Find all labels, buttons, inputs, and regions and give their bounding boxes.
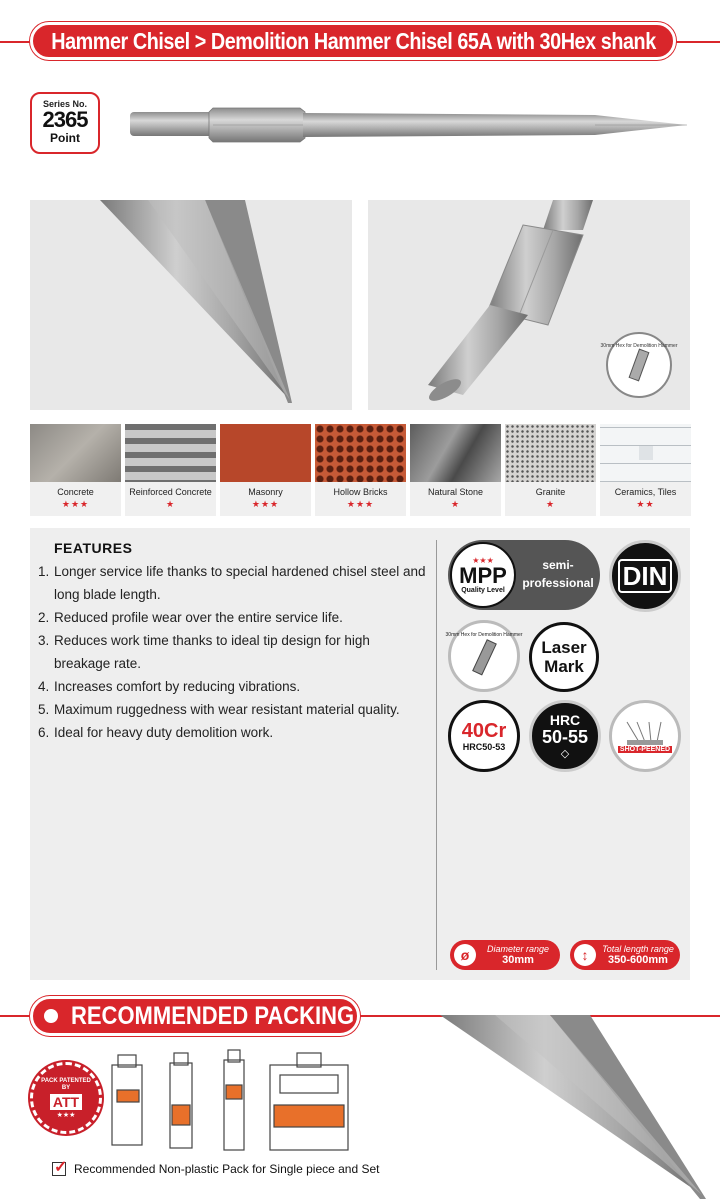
material-grade: 40Cr bbox=[461, 720, 507, 742]
hrc-value: 50-55 bbox=[541, 726, 589, 747]
material-label: Natural Stone bbox=[427, 487, 484, 497]
material-label: Reinforced Concrete bbox=[129, 487, 212, 497]
series-type: Point bbox=[50, 131, 80, 145]
grade-label: semi-professional bbox=[522, 558, 594, 590]
material-rating: ★★★ bbox=[251, 499, 280, 509]
material-reinforced-concrete bbox=[125, 424, 216, 516]
series-label: Series No. bbox=[42, 99, 88, 109]
material-natural-stone bbox=[410, 424, 501, 516]
material-label: Concrete bbox=[57, 487, 94, 497]
hex-shank-icon bbox=[600, 340, 678, 390]
patent-seal-text: PACK PATENTED BY bbox=[41, 1077, 91, 1091]
material-label: Hollow Bricks bbox=[333, 487, 388, 497]
reinforced-concrete-swatch bbox=[125, 424, 216, 482]
packing-bullet bbox=[44, 1009, 58, 1023]
length-range-pill: ↕ Total length range 350-600mm bbox=[570, 940, 680, 970]
material-label: Granite bbox=[535, 487, 566, 497]
page-title: Hammer Chisel > Demolition Hammer Chisel 65A with 30Hex shank bbox=[50, 27, 656, 54]
material-grade-badge bbox=[448, 700, 520, 772]
din-label: DIN bbox=[618, 559, 672, 593]
feature-item: 6. Ideal for heavy duty demolition work. bbox=[38, 725, 274, 740]
packing-banner bbox=[30, 996, 360, 1036]
shank-closeup-panel bbox=[368, 200, 690, 410]
features-list bbox=[38, 560, 428, 744]
din-badge bbox=[609, 540, 681, 612]
material-label: Ceramics, Tiles bbox=[614, 487, 677, 497]
material-label: Masonry bbox=[248, 487, 283, 497]
diameter-range-pill: ø Diameter range 30mm bbox=[450, 940, 560, 970]
feature-item: 1. Longer service life thanks to special hardened chisel steel and long blade length. bbox=[38, 564, 426, 602]
material-hardness: HRC50-53 bbox=[462, 742, 506, 752]
material-ceramics-tiles bbox=[600, 424, 691, 516]
diameter-icon: ø bbox=[454, 944, 476, 966]
hex-badge-text: 30mm Hex for Demolition Hammer bbox=[600, 343, 678, 349]
hex-bit-icon bbox=[445, 626, 523, 686]
checkbox-icon bbox=[52, 1162, 66, 1176]
material-rating: ★ bbox=[450, 499, 461, 509]
tip-closeup-panel bbox=[30, 200, 352, 410]
seal-stars-icon: ★★★ bbox=[56, 1111, 76, 1119]
length-icon: ↕ bbox=[574, 944, 596, 966]
shot-peened-label: SHOT-PEENED bbox=[619, 745, 671, 753]
material-concrete bbox=[30, 424, 121, 516]
patent-seal-brand: ATT bbox=[50, 1094, 82, 1110]
feature-item: 3. Reduces work time thanks to ideal tip design for high breakage rate. bbox=[38, 633, 370, 671]
natural-stone-swatch bbox=[410, 424, 501, 482]
hollow-bricks-swatch bbox=[315, 424, 406, 482]
mpp-circle: ★★★ MPP Quality Level bbox=[450, 542, 516, 608]
material-hollow-bricks bbox=[315, 424, 406, 516]
quality-level-badge bbox=[448, 540, 600, 610]
shot-peened-badge bbox=[609, 700, 681, 772]
features-divider bbox=[436, 540, 437, 970]
packing-note: ✓ Recommended Non-plastic Pack for Single piece and Set bbox=[52, 1162, 380, 1176]
material-rating: ★ bbox=[545, 499, 556, 509]
masonry-swatch bbox=[220, 424, 311, 482]
series-number: 2365 bbox=[42, 107, 88, 132]
features-title: FEATURES bbox=[54, 540, 133, 556]
material-rating: ★★★ bbox=[61, 499, 90, 509]
header-banner bbox=[30, 22, 676, 60]
hrc-label: HRC bbox=[549, 711, 581, 728]
diamond-icon: ◇ bbox=[560, 747, 570, 760]
packing-title: RECOMMENDED PACKING bbox=[71, 1001, 355, 1030]
chisel-product-image bbox=[125, 100, 690, 150]
material-rating: ★★ bbox=[636, 499, 655, 509]
hex-spec-badge bbox=[445, 620, 523, 692]
chisel-tip-large-image bbox=[440, 1015, 720, 1200]
concrete-swatch bbox=[30, 424, 121, 482]
feature-item: 2. Reduced profile wear over the entire service life. bbox=[38, 610, 343, 625]
feature-item: 4. Increases comfort by reducing vibrations. bbox=[38, 679, 301, 694]
feature-item: 5. Maximum ruggedness with wear resistant material quality. bbox=[38, 702, 400, 717]
material-granite bbox=[505, 424, 596, 516]
series-badge bbox=[30, 92, 100, 154]
material-rating: ★ bbox=[165, 499, 176, 509]
chisel-tip-image bbox=[30, 200, 352, 410]
laser-mark-badge bbox=[529, 622, 599, 692]
patent-seal bbox=[30, 1062, 102, 1134]
hrc-badge bbox=[529, 700, 601, 772]
granite-swatch bbox=[505, 424, 596, 482]
packing-illustrations bbox=[112, 1045, 362, 1155]
hex-shank-badge bbox=[600, 332, 678, 398]
svg-text:30mm Hex for Demolition Hammer: 30mm Hex for Demolition Hammer bbox=[445, 632, 523, 638]
ceramics-tiles-swatch bbox=[600, 424, 691, 482]
material-masonry bbox=[220, 424, 311, 516]
shot-peened-icon bbox=[623, 720, 667, 746]
laser-mark-label: Laser Mark bbox=[541, 638, 587, 676]
material-rating: ★★★ bbox=[346, 499, 375, 509]
